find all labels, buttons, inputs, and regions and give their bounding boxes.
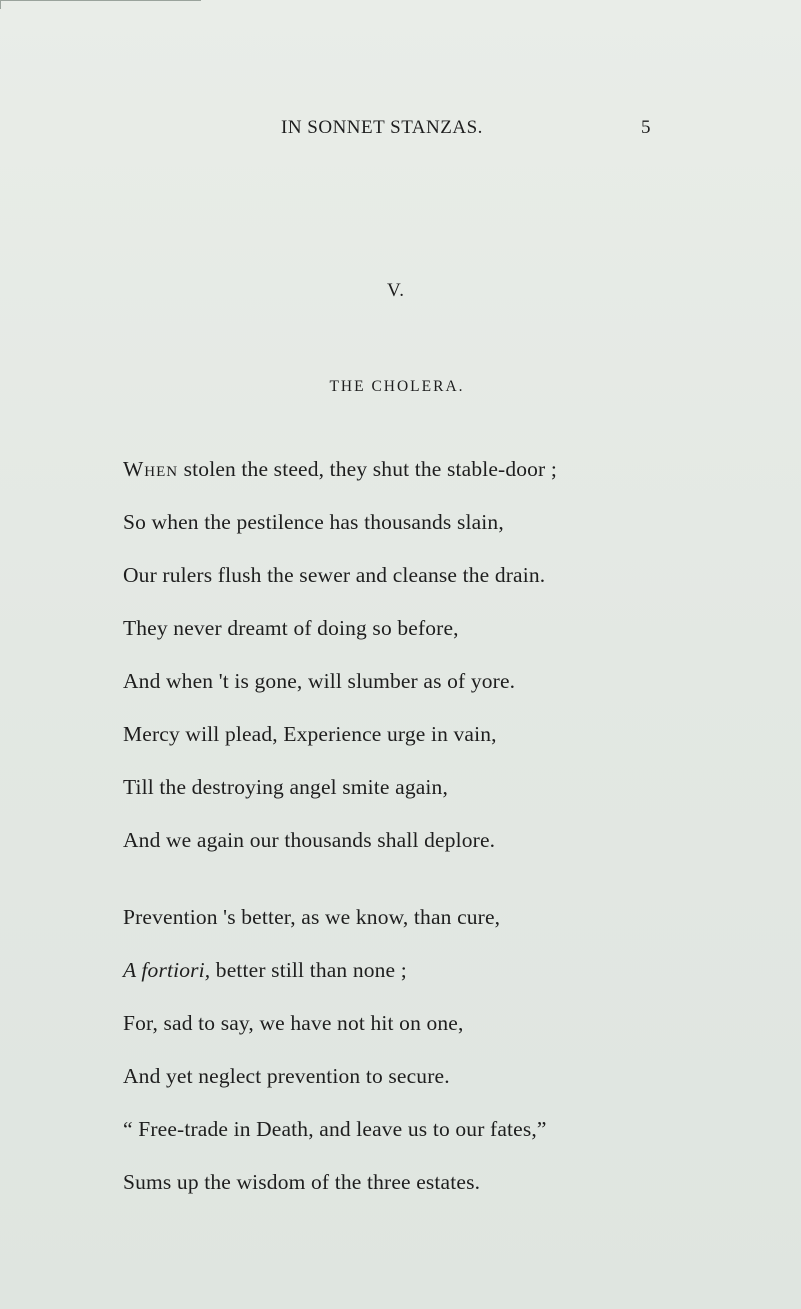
poem-line: They never dreamt of doing so before,	[123, 616, 459, 640]
poem-title: THE CHOLERA.	[329, 378, 465, 395]
running-head-title: IN SONNET STANZAS.	[281, 117, 483, 138]
page-number: 5	[641, 117, 651, 138]
poem-line-text: better still than none ;	[210, 958, 407, 982]
poem-line: “ Free-trade in Death, and leave us to our fates,”	[123, 1117, 547, 1141]
poem-line: Mercy will plead, Experience urge in vain,	[123, 722, 497, 746]
poem-line	[123, 457, 557, 482]
page-edge-mark	[0, 0, 201, 9]
running-head	[0, 117, 801, 147]
poem-line-text: stolen the steed, they shut the stable-door ;	[178, 457, 558, 481]
poem-line-italic-phrase: A fortiori,	[123, 958, 211, 982]
poem-line	[123, 958, 407, 983]
section-numeral: V.	[386, 280, 406, 301]
poem-line: Prevention 's better, as we know, than cure,	[123, 905, 501, 929]
poem-line: And yet neglect prevention to secure.	[123, 1064, 450, 1088]
poem-line: So when the pestilence has thousands slain,	[123, 510, 504, 534]
poem-line: And when 't is gone, will slumber as of yore.	[123, 669, 516, 693]
poem-line: For, sad to say, we have not hit on one,	[123, 1011, 464, 1035]
poem-line: And we again our thousands shall deplore.	[123, 828, 496, 852]
poem-line-initial-word: When	[123, 457, 179, 481]
poem-line: Sums up the wisdom of the three estates.	[123, 1170, 481, 1194]
poem-line: Till the destroying angel smite again,	[123, 775, 448, 799]
poem-line: Our rulers flush the sewer and cleanse the drain.	[123, 563, 546, 587]
